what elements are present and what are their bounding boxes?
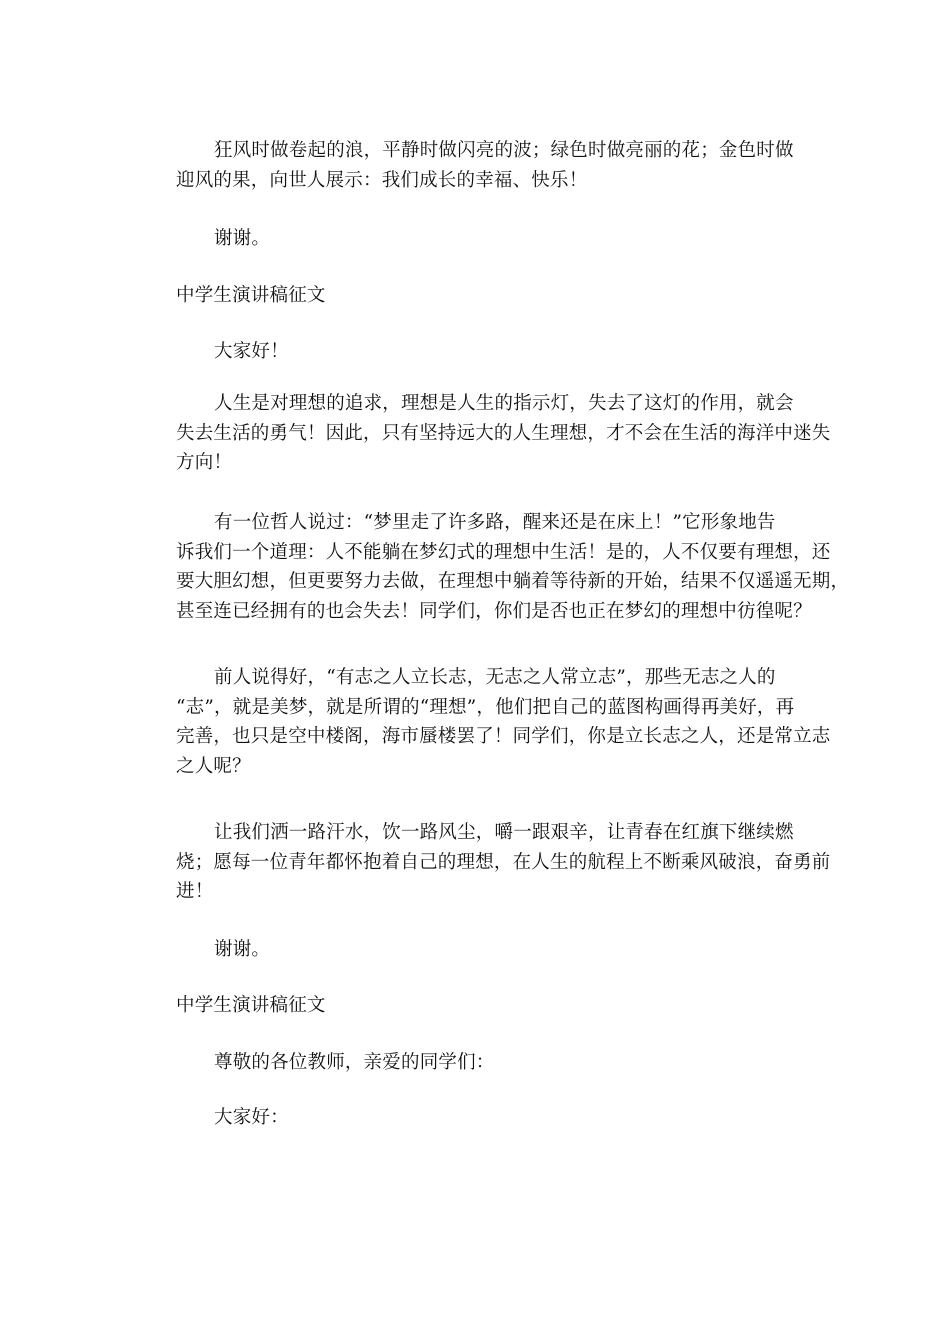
text-line: 有一位哲人说过：“梦里走了许多路，醒来还是在床上！”它形象地告 <box>214 512 776 533</box>
paragraph-ideals <box>176 389 831 478</box>
section-heading <box>176 281 806 311</box>
text-line: 之人呢？ <box>176 755 251 777</box>
text-line: 让我们洒一路汗水，饮一路风尘，嚼一跟艰辛，让青春在红旗下继续燃 <box>214 822 794 843</box>
text-line: 甚至连已经拥有的也会失去！同学们，你们是否也正在梦幻的理想中彷徨呢？ <box>176 600 812 622</box>
text-line: 中学生演讲稿征文 <box>176 995 326 1016</box>
text-line: 完善，也只是空中楼阁，海市蜃楼罢了！同学们，你是立长志之人，还是常立志 <box>176 726 831 747</box>
paragraph-salutation <box>176 1048 806 1078</box>
text-line: 大家好： <box>214 1107 289 1128</box>
text-line: 失去生活的勇气！因此，只有坚持远大的人生理想，才不会在生活的海洋中迷失 <box>176 422 831 444</box>
text-line: 大家好！ <box>214 341 289 362</box>
text-line: 谢谢。 <box>214 228 271 249</box>
text-line: 前人说得好，“有志之人立长志，无志之人常立志”，那些无志之人的 <box>214 667 776 688</box>
text-line: 方向！ <box>176 452 233 473</box>
text-line: 迎风的果，向世人展示：我们成长的幸福、快乐！ <box>176 169 588 191</box>
section-heading <box>176 991 806 1021</box>
text-line: 人生是对理想的追求，理想是人生的指示灯，失去了这灯的作用，就会 <box>214 393 794 414</box>
paragraph-thanks <box>176 224 806 254</box>
paragraph-philosopher <box>176 508 850 626</box>
text-line: 要大胆幻想，但更要努力去做，在理想中躺着等待新的开始，结果不仅遥遥无期， <box>176 571 850 592</box>
paragraph-youth <box>176 818 831 907</box>
paragraph-greeting <box>176 1103 806 1133</box>
text-line: 狂风时做卷起的浪，平静时做闪亮的波；绿色时做亮丽的花；金色时做 <box>214 140 794 161</box>
text-line: “志”，就是美梦，就是所谓的“理想”，他们把自己的蓝图构画得再美好，再 <box>176 696 795 718</box>
paragraph-thanks <box>176 935 806 965</box>
text-line: 尊敬的各位教师，亲爱的同学们： <box>214 1052 495 1073</box>
text-line: 进！ <box>176 881 214 902</box>
paragraph-closing-wish <box>176 136 806 195</box>
text-line: 诉我们一个道理：人不能躺在梦幻式的理想中生活！是的，人不仅要有理想，还 <box>176 541 831 563</box>
paragraph-ambition <box>176 663 831 781</box>
paragraph-greeting <box>176 337 806 367</box>
text-line: 烧；愿每一位青年都怀抱着自己的理想，在人生的航程上不断乘风破浪，奋勇前 <box>176 851 831 873</box>
text-line: 中学生演讲稿征文 <box>176 285 326 306</box>
text-line: 谢谢。 <box>214 939 271 960</box>
